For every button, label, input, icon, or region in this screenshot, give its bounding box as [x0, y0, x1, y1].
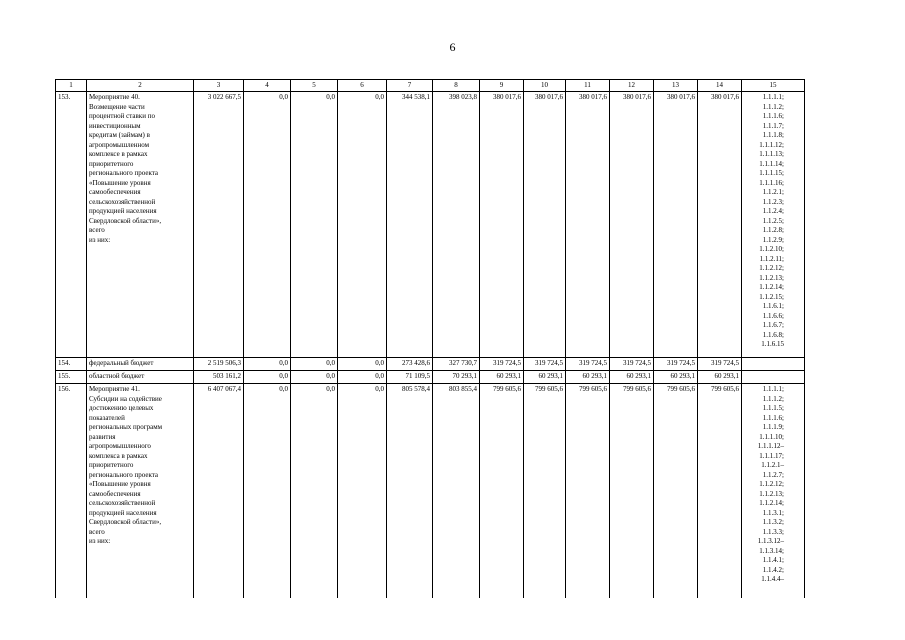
column-header: 15: [742, 80, 805, 92]
column-header: 2: [87, 80, 194, 92]
value-cell: 398 023,8: [433, 92, 480, 358]
column-header: 11: [566, 80, 610, 92]
column-header: 14: [698, 80, 742, 92]
value-cell: 380 017,6: [480, 92, 524, 358]
value-cell: 805 578,4: [387, 384, 433, 599]
value-cell: 319 724,5: [610, 358, 654, 371]
budget-table: [55, 79, 805, 598]
value-cell: 6 407 067,4: [194, 384, 244, 599]
column-header: 8: [433, 80, 480, 92]
column-header: 12: [610, 80, 654, 92]
column-header: 13: [654, 80, 698, 92]
value-cell: 380 017,6: [698, 92, 742, 358]
value-cell: 799 605,6: [524, 384, 566, 599]
value-cell: 0,0: [244, 384, 291, 599]
value-cell: 799 605,6: [698, 384, 742, 599]
target-indicators: [742, 358, 805, 371]
value-cell: 380 017,6: [566, 92, 610, 358]
value-cell: 0,0: [291, 371, 338, 384]
value-cell: 327 730,7: [433, 358, 480, 371]
column-number-row: [56, 80, 805, 92]
value-cell: 0,0: [244, 358, 291, 371]
value-cell: 319 724,5: [566, 358, 610, 371]
value-cell: 60 293,1: [524, 371, 566, 384]
table-row: [56, 358, 805, 371]
table-row: [56, 371, 805, 384]
column-header: 6: [338, 80, 387, 92]
value-cell: 344 538,1: [387, 92, 433, 358]
value-cell: 0,0: [338, 384, 387, 599]
value-cell: 273 428,6: [387, 358, 433, 371]
value-cell: 503 161,2: [194, 371, 244, 384]
target-indicators: 1.1.1.1; 1.1.1.2; 1.1.1.5; 1.1.1.6; 1.1.1.9; 1.1.1.10; 1.1.1.12– 1.1.1.17; 1.1.2.1– 1.1.2.7; 1.1.2.12; 1.1.2.13; 1.1.2.14; 1.1.3.1; 1.1.3.2; 1.1.3.3; 1.1.3.12– 1.1.3.14; 1.1.4.1; 1.1.4.2; 1.1.4.4–: [742, 384, 805, 599]
row-number: 156.: [56, 384, 87, 599]
value-cell: 319 724,5: [480, 358, 524, 371]
value-cell: 2 519 506,3: [194, 358, 244, 371]
value-cell: 70 293,1: [433, 371, 480, 384]
value-cell: 0,0: [291, 92, 338, 358]
value-cell: 799 605,6: [566, 384, 610, 599]
value-cell: 60 293,1: [566, 371, 610, 384]
column-header: 9: [480, 80, 524, 92]
value-cell: 319 724,5: [654, 358, 698, 371]
value-cell: 799 605,6: [654, 384, 698, 599]
table-row: [56, 92, 805, 358]
value-cell: 60 293,1: [610, 371, 654, 384]
value-cell: 60 293,1: [654, 371, 698, 384]
value-cell: 60 293,1: [480, 371, 524, 384]
column-header: 1: [56, 80, 87, 92]
row-number: 153.: [56, 92, 87, 358]
target-indicators: [742, 371, 805, 384]
value-cell: 71 109,5: [387, 371, 433, 384]
value-cell: 3 022 667,5: [194, 92, 244, 358]
value-cell: 380 017,6: [610, 92, 654, 358]
activity-name: Мероприятие 40. Возмещение части процентной ставки по инвестиционным кредитам (займам) в агропромышленном комплексе в рамках приоритетного регионального проекта «Повышение уровня самообеспечения сельскохозяйственной продукцией населения Свердловской области», всего из них:: [87, 92, 194, 358]
value-cell: 380 017,6: [654, 92, 698, 358]
column-header: 5: [291, 80, 338, 92]
value-cell: 0,0: [244, 371, 291, 384]
value-cell: 380 017,6: [524, 92, 566, 358]
value-cell: 0,0: [291, 358, 338, 371]
value-cell: 319 724,5: [698, 358, 742, 371]
value-cell: 0,0: [338, 92, 387, 358]
value-cell: 0,0: [338, 371, 387, 384]
column-header: 4: [244, 80, 291, 92]
value-cell: 319 724,5: [524, 358, 566, 371]
page-number: 6: [449, 40, 456, 54]
activity-name: областной бюджет: [87, 371, 194, 384]
column-header: 3: [194, 80, 244, 92]
value-cell: 803 855,4: [433, 384, 480, 599]
activity-name: Мероприятие 41. Субсидии на содействие достижению целевых показателей региональных программ развития агропромышленного комплекса в рамках приоритетного регионального проекта «Повышение уровня самообеспечения сельскохозяйственной продукцией населения Свердловской области», всего из них:: [87, 384, 194, 599]
column-header: 10: [524, 80, 566, 92]
row-number: 154.: [56, 358, 87, 371]
value-cell: 0,0: [338, 358, 387, 371]
value-cell: 60 293,1: [698, 371, 742, 384]
value-cell: 0,0: [291, 384, 338, 599]
column-header: 7: [387, 80, 433, 92]
target-indicators: 1.1.1.1; 1.1.1.2; 1.1.1.6; 1.1.1.7; 1.1.1.8; 1.1.1.12; 1.1.1.13; 1.1.1.14; 1.1.1.15; 1.1.1.16; 1.1.2.1; 1.1.2.3; 1.1.2.4; 1.1.2.5; 1.1.2.8; 1.1.2.9; 1.1.2.10; 1.1.2.11; 1.1.2.12; 1.1.2.13; 1.1.2.14; 1.1.2.15; 1.1.6.1; 1.1.6.6; 1.1.6.7; 1.1.6.8; 1.1.6.15: [742, 92, 805, 358]
row-number: 155.: [56, 371, 87, 384]
value-cell: 799 605,6: [480, 384, 524, 599]
activity-name: федеральный бюджет: [87, 358, 194, 371]
table-row: [56, 384, 805, 599]
value-cell: 799 605,6: [610, 384, 654, 599]
value-cell: 0,0: [244, 92, 291, 358]
